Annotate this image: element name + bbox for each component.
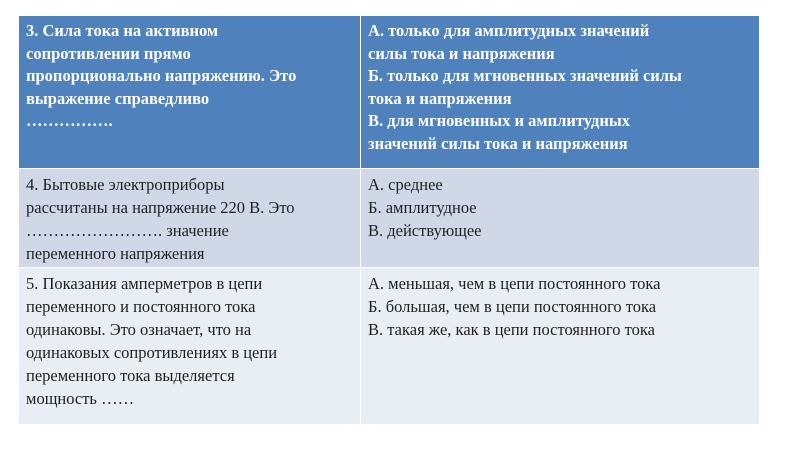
question-text-line: 4. Бытовые электроприборы (26, 175, 225, 194)
table-row-question-5 (19, 268, 760, 425)
answer-option-a: А. среднее (368, 175, 443, 194)
question-text-line: выражение справедливо (26, 88, 210, 108)
question-text-line: ……………. (26, 111, 113, 130)
answer-option-a: А. меньшая, чем в цепи постоянного тока (368, 274, 661, 293)
question-4-cell (19, 169, 361, 268)
answer-option-b: Б. большая, чем в цепи постоянного тока (368, 297, 657, 316)
quiz-table (18, 15, 760, 425)
answer-option-b-cont: тока и напряжения (368, 88, 512, 108)
question-text-line: мощность …… (26, 389, 135, 408)
answer-option-a-cont: силы тока и напряжения (368, 43, 555, 63)
answer-option-c: В. такая же, как в цепи постоянного тока (368, 320, 655, 339)
question-text-line: рассчитаны на напряжение 220 В. Это (26, 198, 295, 217)
answer-option-c: В. для мгновенных и амплитудных (368, 111, 630, 130)
question-text-line: переменного напряжения (26, 244, 205, 263)
question-text-line: одинаковых сопротивлениях в цепи (26, 343, 278, 362)
question-5-cell (19, 268, 361, 425)
question-text-line: одинаковы. Это означает, что на (26, 320, 252, 339)
answer-option-a: А. только для амплитудных значений (368, 21, 650, 40)
answer-option-c-cont: значений силы тока и напряжения (368, 133, 628, 153)
answer-option-b: Б. только для мгновенных значений силы (368, 66, 682, 85)
question-text-line: 5. Показания амперметров в цепи (26, 274, 263, 293)
question-text-line: ……………………. значение (26, 221, 229, 240)
question-text-line: пропорционально напряжению. Это (26, 66, 297, 85)
answers-4-cell (361, 169, 760, 268)
question-text-line: переменного тока выделяется (26, 366, 235, 385)
table-row-question-3 (19, 16, 760, 169)
question-text-line: 3. Сила тока на активном (26, 21, 219, 40)
question-3-cell (19, 16, 361, 169)
question-text-line: переменного и постоянного тока (26, 297, 256, 316)
table-row-question-4 (19, 169, 760, 268)
answer-option-c: В. действующее (368, 221, 482, 240)
answers-3-cell (361, 16, 760, 169)
answers-5-cell (361, 268, 760, 425)
question-text-line: сопротивлении прямо (26, 43, 191, 63)
answer-option-b: Б. амплитудное (368, 198, 477, 217)
